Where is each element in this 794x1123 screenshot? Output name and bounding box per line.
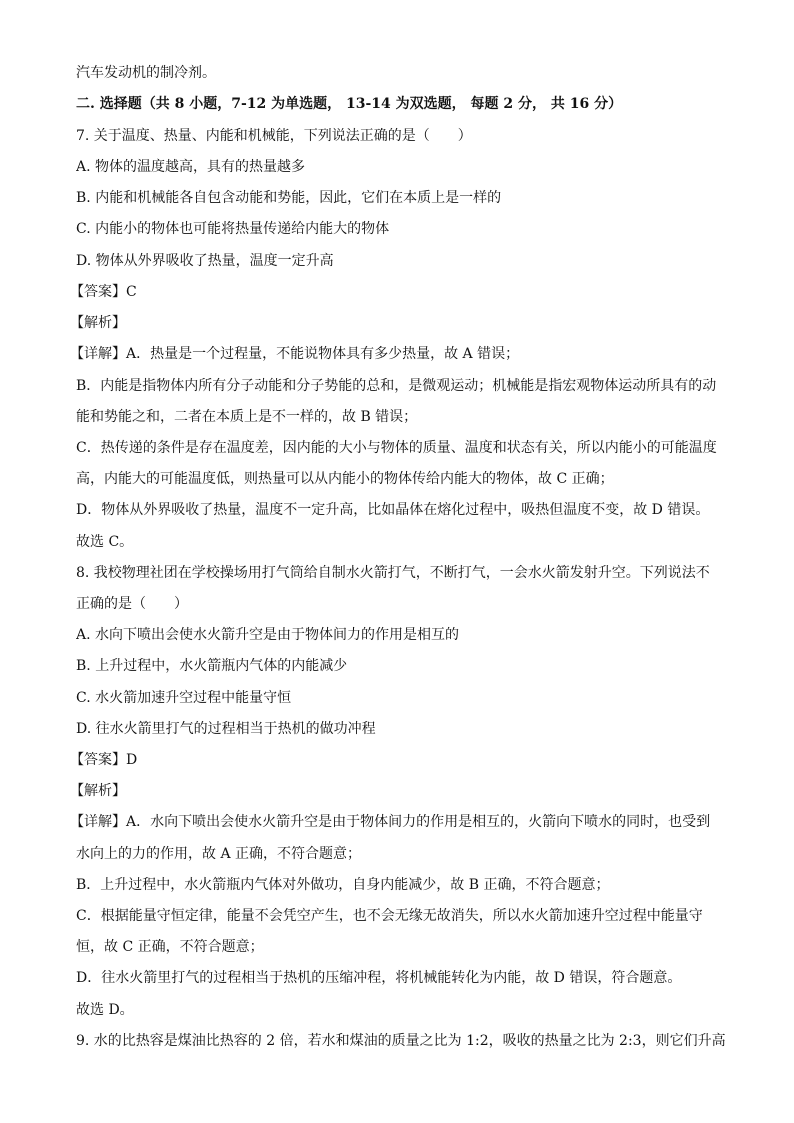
option-d: D. 物体从外界吸收了热量，温度一定升高 [76,253,334,269]
question-stem: 9. 水的比热容是煤油比热容的 2 倍，若水和煤油的质量之比为 1:2，吸收的热量之比为 2:3，则它们升高 [76,1033,726,1049]
option-c: C. 水火箭加速升空过程中能量守恒 [76,690,292,706]
explanation-line: D．往水火箭里打气的过程相当于热机的压缩冲程，将机械能转化为内能，故 D 错误，符合题意。 [76,970,682,986]
option-d: D. 往水火箭里打气的过程相当于热机的做功冲程 [76,721,376,737]
explanation-line: C．热传递的条件是存在温度差，因内能的大小与物体的质量、温度和状态有关，所以内能小的可能温度 [76,440,717,456]
explanation-line: 恒，故 C 正确，不符合题意； [76,939,264,955]
explanation-line: 能和势能之和，二者在本质上是不一样的，故 B 错误； [76,409,418,425]
answer-label: 【答案】C [70,284,137,300]
explanation-line: B．上升过程中，水火箭瓶内气体对外做功，自身内能减少，故 B 正确，不符合题意； [76,877,610,893]
question-stem: 正确的是（ ） [76,596,188,612]
question-stem: 7. 关于温度、热量、内能和机械能，下列说法正确的是（ ） [76,128,472,144]
explanation-line: C．根据能量守恒定律，能量不会凭空产生，也不会无缘无故消失，所以水火箭加速升空过程中能量守 [76,908,703,924]
explanation-line: B．内能是指物体内所有分子动能和分子势能的总和，是微观运动；机械能是指宏观物体运动所具有的动 [76,378,717,394]
question-stem: 8. 我校物理社团在学校操场用打气筒给自制水火箭打气，不断打气，一会水火箭发射升空。下列说法不 [76,565,710,581]
answer-label: 【答案】D [70,752,138,768]
explanation-line: 【详解】A．热量是一个过程量，不能说物体具有多少热量，故 A 错误； [70,346,520,362]
analysis-label: 【解析】 [70,783,126,799]
conclusion-line: 故选 D。 [76,1002,134,1018]
option-b: B. 内能和机械能各自包含动能和势能，因此，它们在本质上是一样的 [76,190,502,206]
option-b: B. 上升过程中，水火箭瓶内气体的内能减少 [76,658,348,674]
option-a: A. 水向下喷出会使水火箭升空是由于物体间力的作用是相互的 [76,627,460,643]
explanation-line: 水向上的力的作用，故 A 正确，不符合题意； [76,846,362,862]
analysis-label: 【解析】 [70,315,126,331]
text-line: 汽车发动机的制冷剂。 [76,65,216,81]
option-c: C. 内能小的物体也可能将热量传递给内能大的物体 [76,221,390,237]
explanation-line: 【详解】A．水向下喷出会使水火箭升空是由于物体间力的作用是相互的，火箭向下喷水的同时，也受到 [70,814,711,830]
option-a: A. 物体的温度越高，具有的热量越多 [76,159,306,175]
explanation-line: 高，内能大的可能温度低，则热量可以从内能小的物体传给内能大的物体，故 C 正确； [76,471,614,487]
section-heading: 二. 选择题（共 8 小题，7-12 为单选题， 13-14 为双选题， 每题 2 分， 共 16 分） [76,96,623,112]
conclusion-line: 故选 C。 [76,534,134,550]
explanation-line: D．物体从外界吸收了热量，温度不一定升高，比如晶体在熔化过程中，吸热但温度不变，故 D 错误。 [76,502,710,518]
